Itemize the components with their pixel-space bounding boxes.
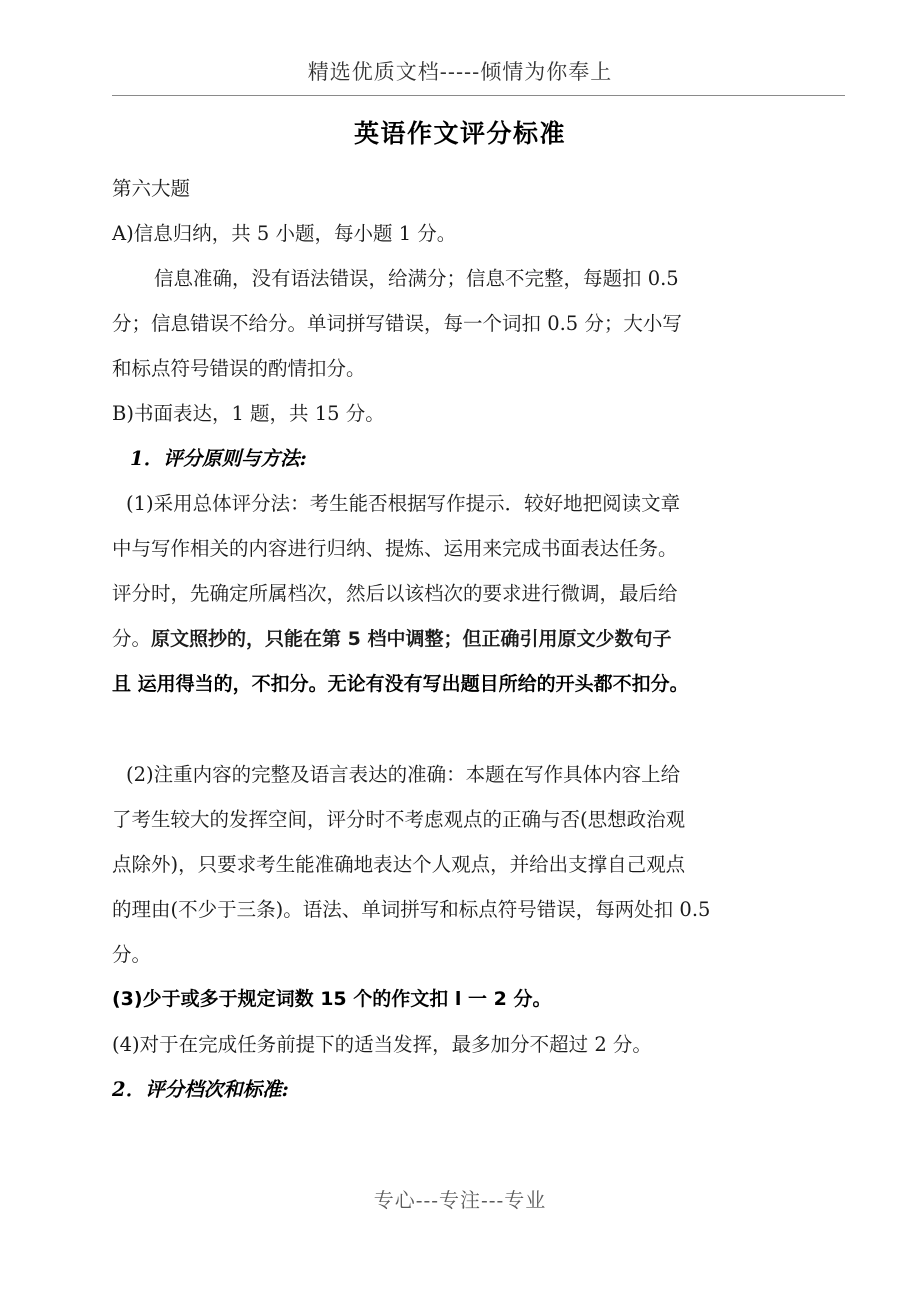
rule-1-2-line-4: 的理由(不少于三条)。语法、单词拼写和标点符号错误，每两处扣 0.5 (112, 898, 711, 921)
rule-1-heading: 1．评分原则与方法: (130, 447, 307, 470)
part-a-paragraph-line-3: 和标点符号错误的酌情扣分。 (112, 357, 366, 380)
rule-2-heading: 2．评分档次和标准: (112, 1078, 289, 1101)
document-body (112, 166, 818, 1112)
rule-1-2-line-1: (2)注重内容的完整及语言表达的准确：本题在写作具体内容上给 (126, 763, 681, 786)
rule-1-1-line-3: 评分时，先确定所属档次，然后以该档次的要求进行微调，最后给 (112, 582, 678, 605)
header-divider-rule (112, 95, 845, 96)
part-a-paragraph-line-1: 信息准确，没有语法错误，给满分；信息不完整，每题扣 0.5 (154, 267, 679, 290)
part-a-heading: A)信息归纳，共 5 小题，每小题 1 分。 (112, 222, 457, 245)
rule-1-1-line-2: 中与写作相关的内容进行归纳、提炼、运用来完成书面表达任务。 (112, 537, 678, 560)
rule-1-3: (3)少于或多于规定词数 15 个的作文扣 l 一 2 分。 (112, 988, 552, 1010)
rule-1-1-line-1: (1)采用总体评分法：考生能否根据写作提示．较好地把阅读文章 (126, 492, 681, 515)
rule-1-1-line-5: 且 运用得当的，不扣分。无论有没有写出题目所给的开头都不扣分。 (112, 673, 689, 695)
page-header (0, 56, 920, 86)
rule-1-2-line-3: 点除外)，只要求考生能准确地表达个人观点，并给出支撑自己观点 (112, 853, 686, 876)
part-a-paragraph-line-2: 分；信息错误不给分。单词拼写错误，每一个词扣 0.5 分；大小写 (112, 312, 682, 335)
footer-banner-text: 专心---专注---专业 (373, 1188, 547, 1212)
part-b-heading: B)书面表达，1 题，共 15 分。 (112, 402, 385, 425)
rule-1-1-line-4-plain-run: 分。 (112, 627, 152, 650)
header-banner-text: 精选优质文档-----倾情为你奉上 (307, 60, 613, 84)
paragraph-spacer (112, 707, 818, 752)
page-title: 英语作文评分标准 (353, 119, 566, 148)
rule-1-2-line-2: 了考生较大的发挥空间，评分时不考虑观点的正确与否(思想政治观 (112, 808, 686, 831)
rule-1-2-line-5: 分。 (112, 943, 152, 966)
rule-1-1-line-4-bold-run: 原文照抄的，只能在第 5 档中调整；但正确引用原文少数句子 (151, 628, 672, 650)
rule-1-4: (4)对于在完成任务前提下的适当发挥，最多加分不超过 2 分。 (112, 1033, 652, 1056)
section-label: 第六大题 (112, 177, 191, 200)
page-footer (0, 1184, 920, 1213)
rule-1-1-line-4 (112, 616, 818, 662)
